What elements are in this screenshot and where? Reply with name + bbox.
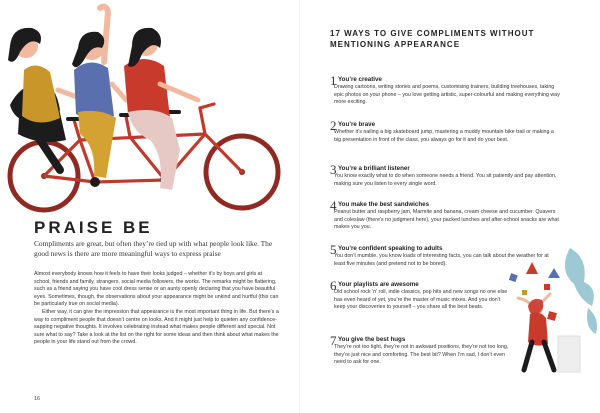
- tip-title: You’re a brilliant listener: [338, 165, 410, 172]
- tip-title: You make the best sandwiches: [338, 201, 430, 208]
- tip-number: 7: [330, 333, 337, 348]
- body-text: [34, 271, 280, 347]
- tip-body: They’re not too tight, they’re not in awkward positions, they’re not too long, they’re just nice and comforting. The best bit? When I’m sad, I don’t even need to ask for one.: [334, 344, 509, 366]
- rider-middle: [72, 7, 126, 178]
- tip-number: 2: [330, 118, 337, 133]
- tip-number: 4: [330, 198, 337, 213]
- tandem-bike-illustration: [0, 0, 300, 222]
- rider-right: [124, 28, 198, 190]
- tip-number: 1: [330, 73, 337, 88]
- tip-title: You give the best hugs: [338, 336, 406, 343]
- leaf-shape: [565, 248, 594, 306]
- tip-title: Your playlists are awesome: [338, 281, 419, 288]
- tip-body: Whether it’s nailing a big skateboard jump, mastering a muddy mountain bike trail or making a big presentation in front of the class, you always go for it and do your best.: [334, 129, 554, 143]
- tip-title: You’re creative: [338, 76, 382, 83]
- body-paragraph: Almost everybody knows how it feels to have their looks judged – whether it’s by boys and girls at school, friends and family, strangers, social media followers, the works. The remarks might be flattering, such as a friend saying you have cool dress sense or an aunty openly declaring that you have beautiful eyes. Sometimes, though, the observations about your appearance might be unkind and hurtful (this can be particularly true on social media).: [34, 271, 279, 308]
- tip-body: You know exactly what to do when someone needs a friend. You sit patiently and pay attention, making sure you listen to every single word.: [334, 173, 557, 187]
- section-title: PRAISE BE: [34, 218, 153, 237]
- tip-title: You’re brave: [338, 121, 376, 128]
- tip-body: Peanut butter and raspberry jam, Marmite and banana, cream cheese and cucumber. Quavers and coleslaw (there’s no judgment here), your packed lunches and after-school snacks are what makes you you.: [334, 209, 559, 231]
- dancing-girl-illustration: [488, 248, 600, 384]
- list-heading: 17 WAYS TO GIVE COMPLIMENTS WITHOUT MENTIONING APPEARANCE: [330, 29, 535, 49]
- section-subtitle: Compliments are great, but often they’re tied up with what people look like. The good news is there are more meaningful ways to express praise: [34, 239, 273, 258]
- tip-number: 5: [330, 242, 337, 257]
- tip-body: Old school rock ’n’ roll, indie classics, pop hits and new songs no one else has even heard of yet, you’re the master of music mixes. And you don’t keep your discoveries to yourself – you share all the best beats.: [334, 289, 508, 311]
- tip-number: 6: [330, 278, 337, 293]
- tip-title: You’re confident speaking to adults: [338, 245, 443, 252]
- page-number: 16: [34, 396, 41, 402]
- tip-number: 3: [330, 162, 337, 177]
- body-paragraph: Either way, it can give the impression that appearance is the most important thing in life. But there’s a way to compliment people that doesn’t centre on looks. And it might just help to quieten any confidence-sapping negative thoughts. It involves celebrating instead what makes people different and special. Not sure what to say? Take a look at the list on the right for some ideas and then think about what makes the people in your life stand out from the crowd.: [34, 308, 279, 346]
- tip-body: Drawing cartoons, writing stories and poems, customising trainers, building treehouses, taking epic photos on your phone – you love getting artistic, super-colourful and making everything way more exciting.: [334, 84, 560, 106]
- tip-body: You don’t mumble, you know loads of interesting facts, you can talk about the weather for at least five minutes (and pretend not to be bored).: [334, 253, 549, 267]
